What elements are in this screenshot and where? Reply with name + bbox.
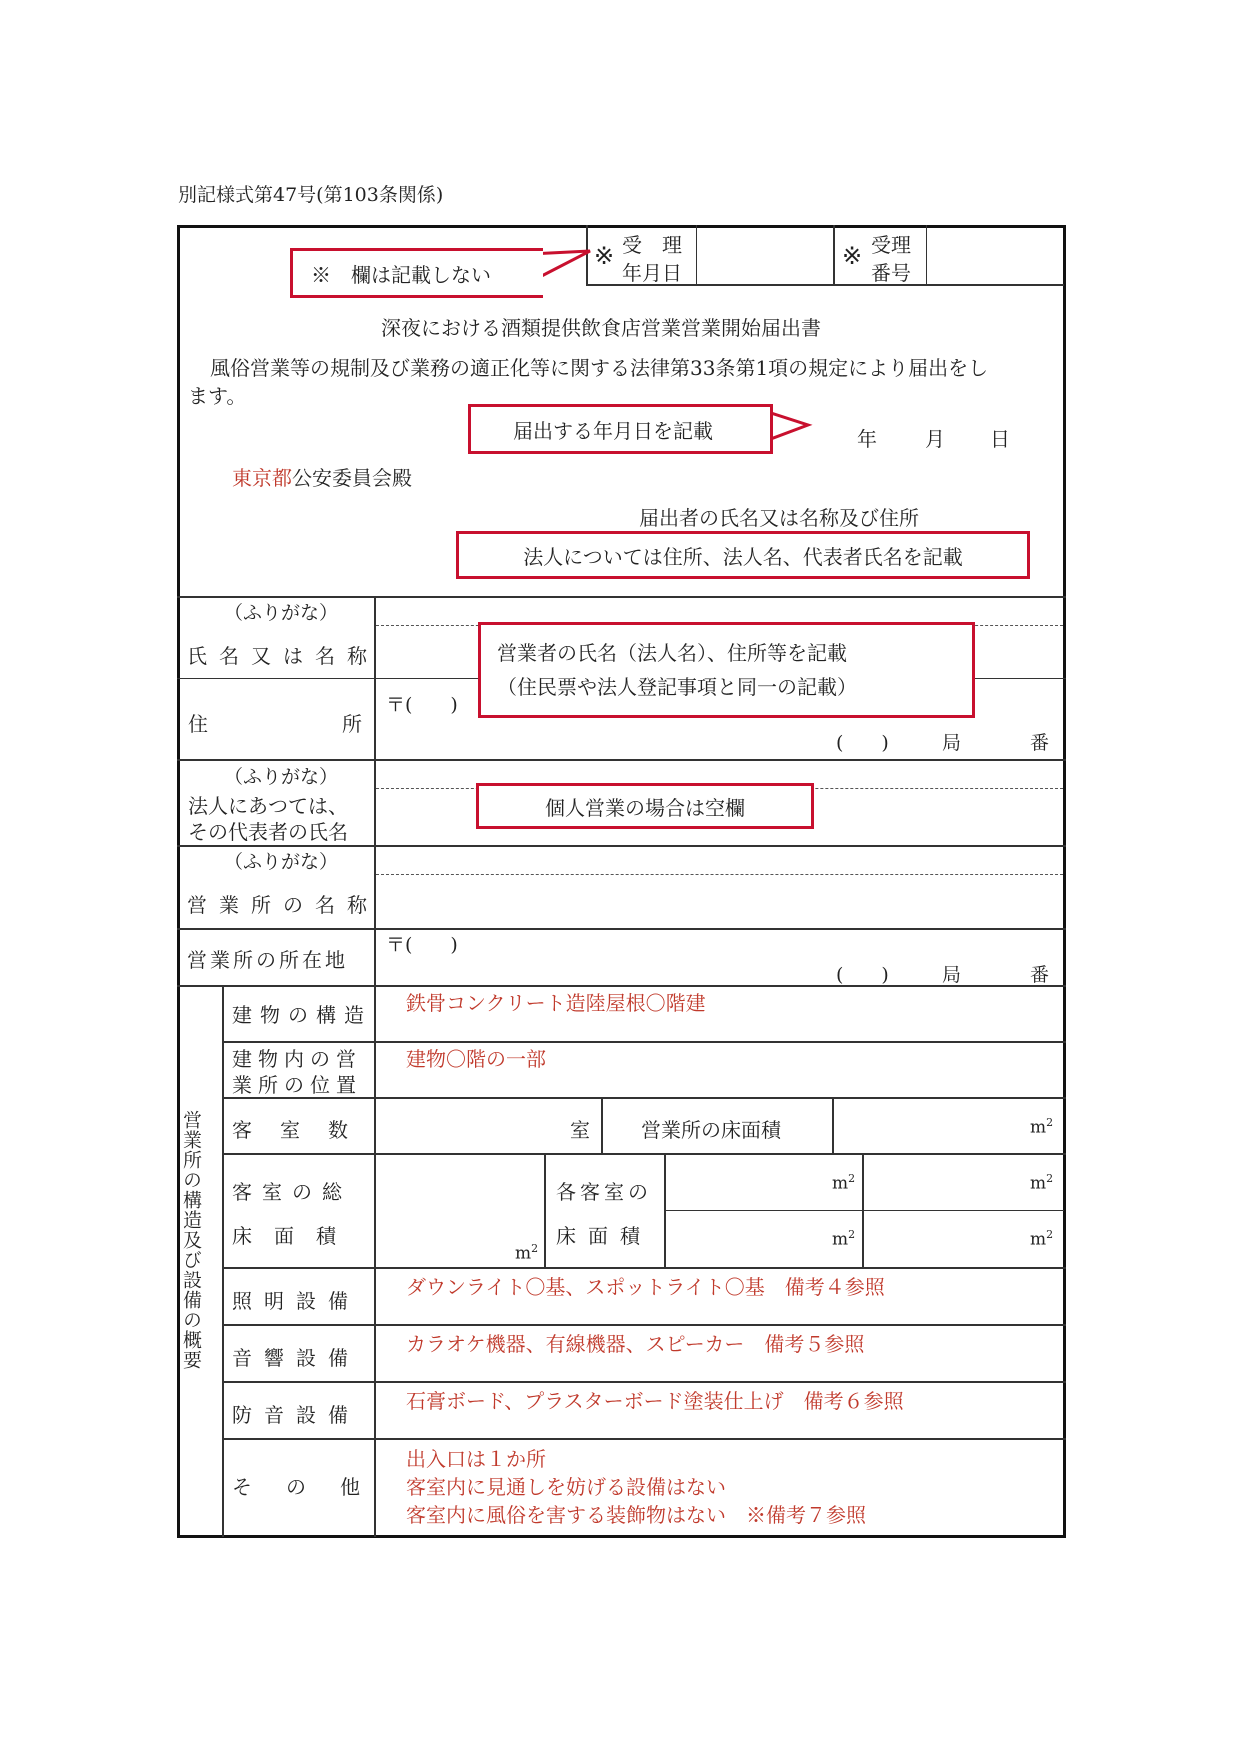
callout-individual-text: 個人営業の場合は空欄: [545, 795, 745, 820]
rep-label-1: 法人にあつては、: [188, 794, 348, 818]
total-area-unit: $m^2$: [515, 1242, 539, 1264]
address-phone-ban: 番: [1030, 732, 1050, 754]
soundproof-value: 石膏ボード、プラスターボード塗装仕上げ 備考６参照: [406, 1389, 904, 1413]
soundproof-label: 防音設備: [232, 1403, 360, 1427]
lighting-label: 照明設備: [232, 1289, 360, 1313]
callout-no-entry: [290, 248, 543, 298]
position-value: 建物〇階の一部: [406, 1047, 546, 1071]
reception-number-mark: ※: [842, 242, 863, 270]
location-phone-kyoku: 局: [942, 964, 962, 986]
location-phone-ban: 番: [1030, 964, 1050, 986]
other-label: その他: [232, 1475, 394, 1499]
floor-area-label: 営業所の床面積: [641, 1118, 781, 1142]
reception-number-label-top: 受理: [871, 233, 911, 257]
reception-date-label-top: 受 理: [622, 233, 682, 257]
callout-corp: [456, 531, 1030, 579]
office-furigana-label: （ふりがな）: [224, 851, 339, 873]
addressee-prefecture: 東京都: [232, 466, 292, 490]
callout-person-text-1: 営業者の氏名（法人名）、住所等を記載: [497, 641, 847, 665]
submitter-label: 届出者の氏名又は名称及び住所: [639, 506, 919, 530]
document-title: 深夜における酒類提供飲食店営業営業開始届出書: [381, 316, 821, 340]
callout-date: [468, 404, 773, 454]
each-area-label-1: 各客室の: [556, 1180, 652, 1204]
position-label-2: 業所の位置: [232, 1073, 362, 1097]
building-structure-label: 建物の構造: [232, 1003, 372, 1027]
address-phone-paren: ( ): [836, 732, 889, 754]
address-label-1: 住: [188, 712, 208, 736]
floor-area-unit: $m^2$: [1030, 1116, 1054, 1138]
date-day: 日: [990, 427, 1010, 451]
address-phone-kyoku: 局: [942, 732, 962, 754]
name-furigana-label: （ふりがな）: [224, 602, 339, 624]
reception-date-label-bottom: 年月日: [622, 261, 682, 285]
other-value-1: 出入口は１か所: [406, 1447, 546, 1471]
office-location-label: 営業所の所在地: [187, 948, 348, 972]
section-label: 営業所の構造及び設備の概要: [180, 1110, 202, 1370]
position-label-1: 建物内の営: [232, 1047, 362, 1071]
lighting-value: ダウンライト〇基、スポットライト〇基 備考４参照: [406, 1275, 885, 1299]
reception-number-label-bottom: 番号: [871, 261, 911, 285]
rep-furigana-label: （ふりがな）: [224, 766, 339, 788]
each-area-unit-1: $m^2$: [832, 1172, 856, 1194]
addressee-commission: 公安委員会殿: [292, 466, 412, 490]
sound-label: 音響設備: [232, 1346, 360, 1370]
callout-date-pointer: [768, 408, 816, 448]
date-year: 年: [857, 427, 877, 451]
rep-label-2: その代表者の氏名: [188, 820, 348, 844]
sound-value: カラオケ機器、有線機器、スピーカー 備考５参照: [406, 1332, 865, 1356]
date-month: 月: [925, 427, 945, 451]
each-area-unit-4: $m^2$: [1030, 1228, 1054, 1250]
body-line-2: ます。: [188, 384, 247, 408]
addressee: [232, 462, 412, 491]
total-area-label-2: 床面積: [232, 1224, 358, 1248]
each-area-unit-2: $m^2$: [1030, 1172, 1054, 1194]
body-line-1: 風俗営業等の規制及び業務の適正化等に関する法律第33条第1項の規定により届出をし: [210, 356, 989, 380]
name-label: 氏名又は名称: [187, 644, 379, 668]
callout-person-text-2: （住民票や法人登記事項と同一の記載）: [497, 675, 857, 699]
total-area-label-1: 客室の総: [232, 1180, 352, 1204]
other-value-3: 客室内に風俗を害する装飾物はない ※備考７参照: [406, 1503, 866, 1527]
address-label-2: 所: [342, 712, 362, 736]
location-postal: 〒( ): [386, 934, 458, 956]
other-value-2: 客室内に見通しを妨げる設備はない: [406, 1475, 726, 1499]
office-name-label: 営業所の名称: [187, 893, 379, 917]
rooms-label: 客室数: [232, 1118, 376, 1142]
each-area-label-2: 床面積: [556, 1224, 652, 1248]
callout-corp-text: 法人については住所、法人名、代表者氏名を記載: [523, 544, 963, 569]
address-postal: 〒( ): [386, 694, 458, 716]
rooms-unit: 室: [570, 1118, 590, 1142]
callout-individual: [476, 783, 814, 829]
reception-date-mark: ※: [594, 242, 615, 270]
location-phone-paren: ( ): [836, 964, 889, 986]
callout-person: [478, 622, 975, 718]
callout-no-entry-text: ※ 欄は記載しない: [311, 262, 491, 287]
each-area-unit-3: $m^2$: [832, 1228, 856, 1250]
callout-date-text: 届出する年月日を記載: [513, 418, 713, 443]
form-number: 別記様式第47号(第103条関係): [178, 184, 444, 206]
building-structure-value: 鉄骨コンクリート造陸屋根〇階建: [406, 991, 706, 1015]
